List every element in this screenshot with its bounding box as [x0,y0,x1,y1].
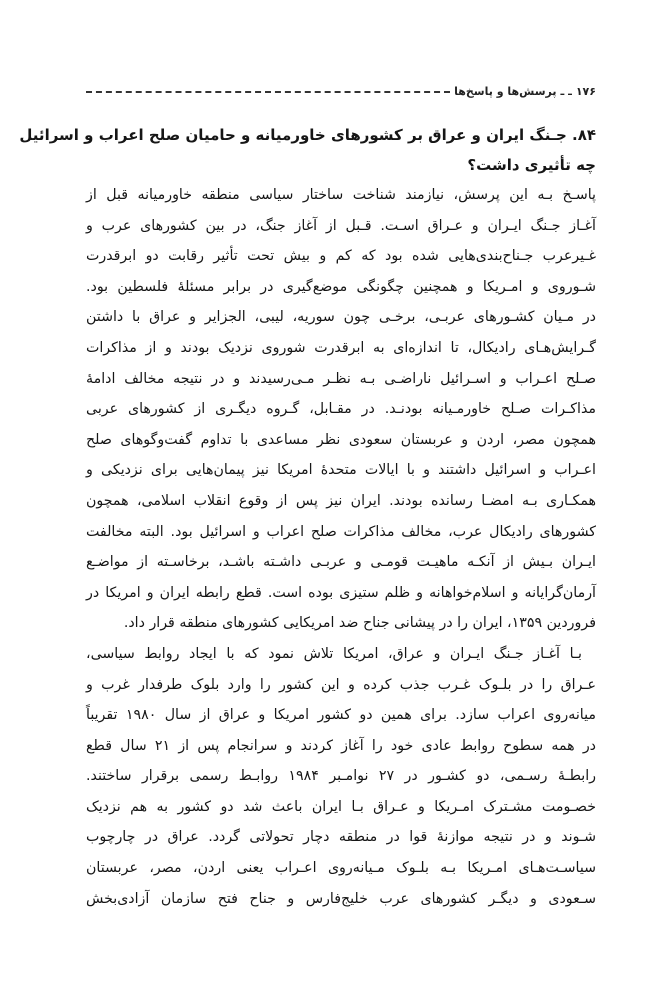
body-line: شـوند و در نتیجه موازنهٔ قوا در منطقه دچار تحولاتی گردد. عراق در چارچوب [86,829,596,846]
body-line: اعـراب و اسرائیل داشتند و با ایالات متحدهٔ امریکا نیز پیمان‌هایی برای نزدیکی و [86,462,596,479]
body-line: بـا آغـاز جـنگ ایـران و عراق، امریکا تلاش نمود که با ایجاد روابط سیاسی، [86,645,582,662]
body-line: رابطـهٔ رسـمی، دو کشـور در ۲۷ نوامـبر ۱۹۸۴ روابـط رسمی برقرار ساختند. [86,768,597,785]
body-line: در همه سطوح روابط عادی خود را آغاز کردند و سرانجام پس از ۲۱ سال قطع [86,737,597,754]
question-heading [19,120,596,180]
body-line: گـرایش‌هـای رادیکال، تا اندازه‌ای به ابرقدرت شوروی نزدیک بودند و از مذاکرات [86,339,596,356]
body-line: غـیرعرب جـناح‌بندی‌هایی شده بود که کم و بیش تحت تأثیر رقابت دو ابرقدرت [86,248,596,265]
body-line: سیاسـت‌هـای امـریکا بـه بلـوک مـیانه‌روی اعـراب یعنی اردن، مصر، عربستان [86,860,596,877]
body-line: پاسـخ بـه این پرسش، نیازمند شناخت ساختار سیاسی منطقه خاورمیانه قبل از [86,187,596,203]
header-dashed-rule [86,91,450,93]
body-line: عـراق را در بلـوک غـرب جذب کرده و این کشور را وارد بلوک طرفدار غرب و [86,676,596,693]
body-line: فروردین ۱۳۵۹، ایران را در پیشانی جناح ضد امریکایی کشورهای منطقه قرار داد. [123,615,596,632]
body-line: در مـیان کشـورهای عربـی، برخـی چون سوریه، لیبی، الجزایر و عراق با داشتن [86,309,596,326]
body-line: همکـاری بـه امضـا رسانده بودند. ایران نیز پس از وقوع انقلاب اسلامی، همچون [86,492,596,509]
body-line: همچون مصر، اردن و عربستان سعودی نظر مساعدی با تداوم گفت‌وگوهای صلح [86,431,596,448]
body-line: سـعودی و دیگـر کشورهای عرب خلیج‌فارس و جناح فتح سازمان آزادی‌بخش [86,890,596,907]
body-line: کشورهای رادیکال عرب، مخالف مذاکرات صلح اعراب و اسرائیل بود. البته مخالفت [86,523,596,540]
body-line: شـوروی و امـریکا و همچنین چگونگی موضع‌گیری در برابر مسئلهٔ فلسطین بود. [86,278,596,295]
body-line: آرمان‌گرایانه و اسلام‌خواهانه و ظلم ستیزی بوده است. قطع رابطه ایران و امریکا در [86,584,596,601]
body-line: آغـاز جـنگ ایـران و عـراق اسـت. قـبل از آغاز جنگ، در بین کشورهای عرب و [86,217,596,234]
body-line: میانه‌روی اعراب سازد. برای همین دو کشور امریکا و عراق از سال ۱۹۸۰ تقریباً [86,707,596,724]
question-line: چه تأثیری داشت؟ [467,156,596,174]
page-number: ۱۷۶ [575,84,596,98]
body-line: خصـومت مشـترک امـریکا و عـراق بـا ایران باعث شد دو کشور به هم نزدیک [86,798,596,815]
book-page [19,80,597,914]
body-line: صـلح اعـراب و اسـرائیل ناراضـی بـه نظـر مـی‌رسیدند و در نتیجه مخالف ادامهٔ [86,370,596,387]
header-dash: ـ ـ [560,84,572,98]
body-line: ایـران بـیش از آنکـه ماهیـت قومـی و عربـی داشـته باشـد، برخاسـته از مواضـع [86,554,596,571]
running-title: پرسش‌ها و پاسخ‌ها [454,84,557,98]
body-line: مذاکـرات صـلح خاورمـیانه بودنـد. در مقـابل، گـروه دیگـری از کشورهای عربی [86,401,596,418]
running-header [86,80,596,102]
answer-body [86,180,596,914]
question-line: ۸۴. جـنگ ایران و عراق بر کشورهای خاورمیانه و حامیان صلح اعراب و اسرائیل [19,126,596,144]
